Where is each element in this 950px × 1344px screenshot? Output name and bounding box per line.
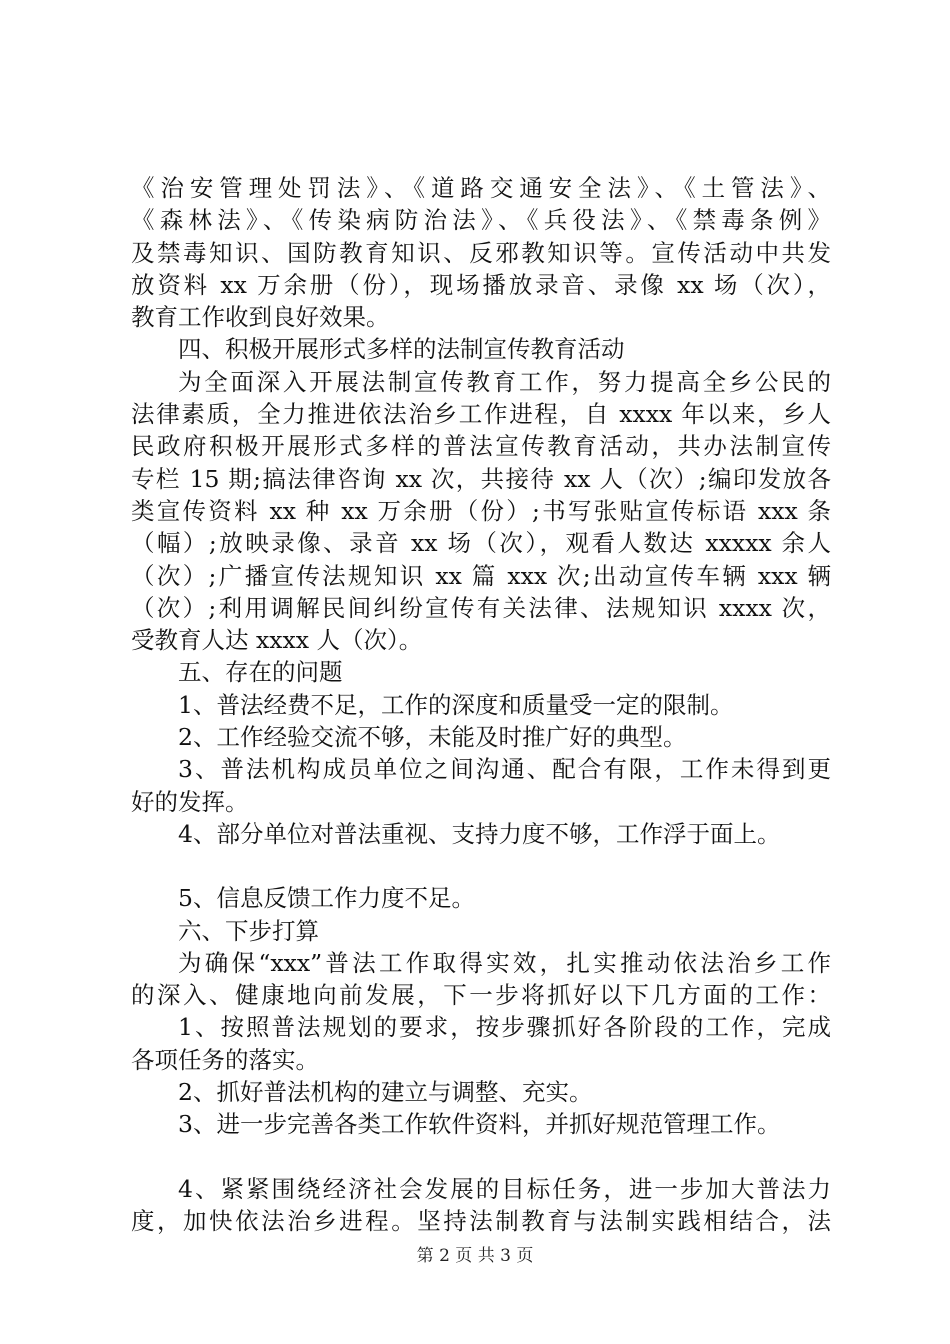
document-body xyxy=(131,172,831,1237)
text-line: 类宣传资料 xx 种 xx 万余册（份）;书写张贴宣传标语 xxx 条 xyxy=(131,496,831,525)
list-item: 3、进一步完善各类工作软件资料，并抓好规范管理工作。 xyxy=(178,1110,781,1139)
section-heading: 五、存在的问题 xyxy=(178,658,343,687)
text-line: 《森林法》、《传染病防治法》、《兵役法》、《禁毒条例》 xyxy=(131,206,831,235)
section-heading: 四、积极开展形式多样的法制宣传教育活动 xyxy=(178,335,625,364)
blank-line xyxy=(131,850,831,882)
text-line: 好的发挥。 xyxy=(131,787,249,816)
text-line: （次）;利用调解民间纠纷宣传有关法律、法规知识 xxxx 次， xyxy=(131,593,831,622)
blank-line xyxy=(131,1141,831,1173)
list-item: 5、信息反馈工作力度不足。 xyxy=(178,884,475,913)
text-line: 放资料 xx 万余册（份），现场播放录音、录像 xx 场（次）， xyxy=(131,270,831,299)
text-line: （幅）;放映录像、录音 xx 场（次），观看人数达 xxxxx 余人 xyxy=(131,529,831,558)
text-line: 各项任务的落实。 xyxy=(131,1045,319,1074)
text-line: （次）;广播宣传法规知识 xx 篇 xxx 次;出动宣传车辆 xxx 辆 xyxy=(131,561,831,590)
list-item: 1、按照普法规划的要求，按步骤抓好各阶段的工作，完成 xyxy=(178,1013,831,1042)
text-line: 为全面深入开展法制宣传教育工作，努力提高全乡公民的 xyxy=(178,367,831,396)
text-line: 及禁毒知识、国防教育知识、反邪教知识等。宣传活动中共发 xyxy=(131,238,831,267)
text-line: 度，加快依法治乡进程。坚持法制教育与法制实践相结合，法 xyxy=(131,1206,831,1235)
text-line: 民政府积极开展形式多样的普法宣传教育活动，共办法制宣传 xyxy=(131,432,831,461)
list-item: 1、普法经费不足，工作的深度和质量受一定的限制。 xyxy=(178,690,734,719)
text-line: 专栏 15 期;搞法律咨询 xx 次，共接待 xx 人（次）;编印发放各 xyxy=(131,464,831,493)
page-footer: 第 2 页 共 3 页 xyxy=(416,1246,534,1266)
text-line: 受教育人达 xxxx 人（次）。 xyxy=(131,626,423,655)
text-line: 为确保“xxx”普法工作取得实效，扎实推动依法治乡工作 xyxy=(178,948,831,977)
list-item: 4、紧紧围绕经济社会发展的目标任务，进一步加大普法力 xyxy=(178,1174,831,1203)
section-heading: 六、下步打算 xyxy=(178,916,319,945)
list-item: 3、普法机构成员单位之间沟通、配合有限，工作未得到更 xyxy=(178,755,831,784)
text-line: 《治安管理处罚法》、《道路交通安全法》、《土管法》、 xyxy=(131,174,831,202)
list-item: 2、抓好普法机构的建立与调整、充实。 xyxy=(178,1078,593,1107)
text-line: 的深入、健康地向前发展，下一步将抓好以下几方面的工作： xyxy=(131,981,831,1010)
text-line: 教育工作收到良好效果。 xyxy=(131,303,390,332)
list-item: 4、部分单位对普法重视、支持力度不够，工作浮于面上。 xyxy=(178,819,781,848)
text-line: 法律素质，全力推进依法治乡工作进程，自 xxxx 年以来，乡人 xyxy=(131,400,831,429)
list-item: 2、工作经验交流不够，未能及时推广好的典型。 xyxy=(178,723,687,752)
